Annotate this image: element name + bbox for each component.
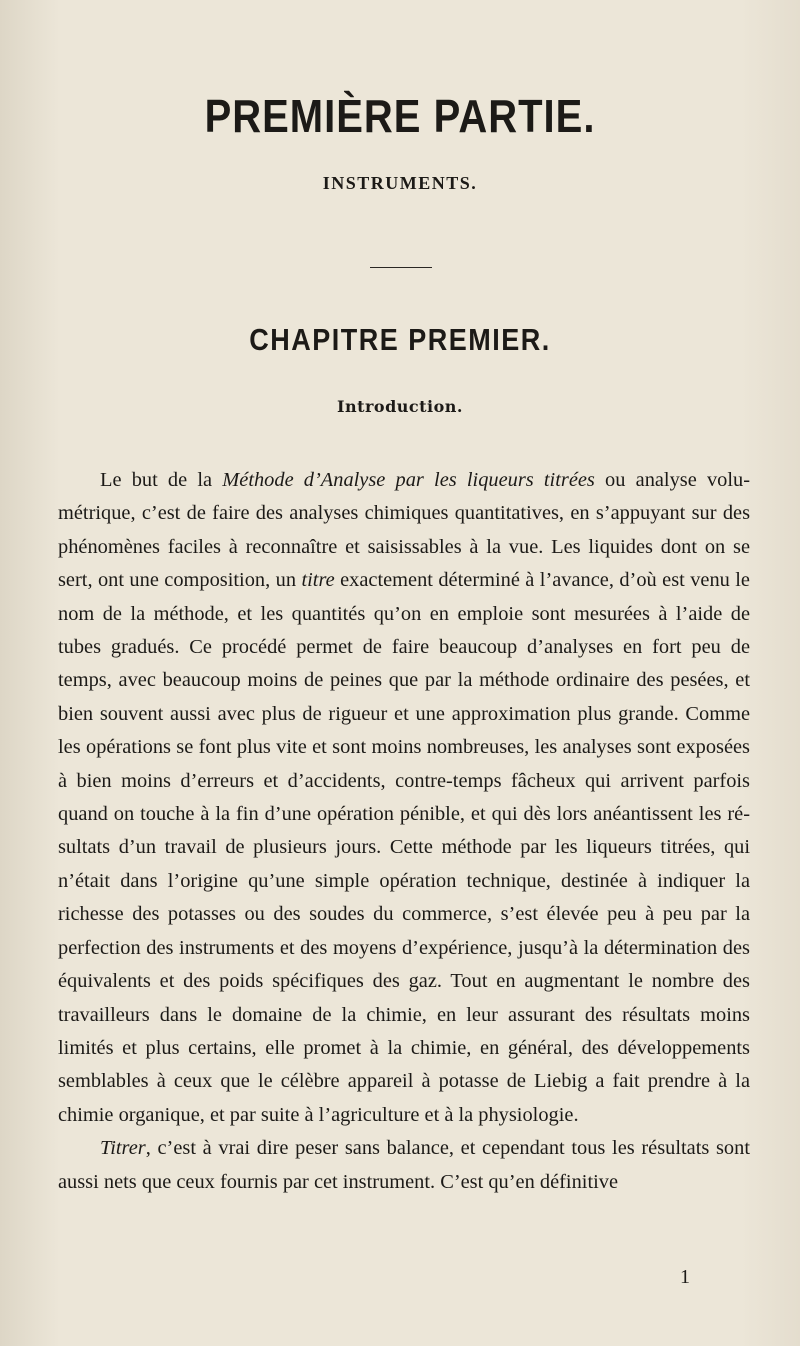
section-title: INSTRUMENTS.: [322, 173, 478, 193]
paragraph-1-book-title: Méthode d’Analyse par les liqueurs titrées: [222, 469, 595, 491]
paragraph-1: [58, 464, 750, 1132]
paragraph-2-term-titrer: Titrer: [100, 1137, 146, 1160]
paragraph-2-part-1: , c’est à vrai dire peser sans balance, et cependant tous les résultats sont aussi nets que ceux fournis par cet instrument. C’est qu’en définitive: [58, 1137, 750, 1193]
part-title: PREMIÈRE PARTIE.: [204, 91, 596, 143]
paragraph-1-part-1: Le but de la: [100, 469, 223, 491]
body-text: [58, 464, 750, 1199]
paragraph-1-term-titre: titre: [301, 569, 335, 592]
page-number: 1: [680, 1266, 690, 1288]
paragraph-2: [58, 1132, 750, 1199]
paragraph-1-part-2: ou analyse volumétrique, c’est de faire des analyses chimiques quantitatives, en s’appuyant sur des phénomènes faciles à reconnaître et saisissables à la vue. Les liquides dont on se sert, ont une composition, un: [58, 469, 751, 592]
subheading: Introduction.: [336, 397, 463, 416]
paragraph-1-part-3: exactement déterminé à l’avance, d’où est venu le nom de la méthode, et les quantités qu’on en emploie sont mesurées à l’aide de tubes gradués. Ce procédé permet de faire beaucoup d’analyses en fort peu de temps, avec beaucoup moins de peines que par la méthode ordinaire des pesées, et bien souvent aussi avec plus de rigueur et une approximation plus grande. Comme les opérations se font plus vite et sont moins nombreuses, les analyses sont exposées à bien moins d’erreurs et d’accidents, contre-temps fâcheux qui arrivent parfois quand on touche à la fin d’une opération pénible, et qui dès lors anéantissent les résultats d’un travail de plusieurs jours. Cette méthode par les liqueurs titrées, qui n’était dans l’origine qu’une simple opération technique, destinée à indiquer la richesse des potasses ou des soudes du commerce, s’est élevée peu à peu par la perfection des instruments et des moyens d’expérience, jusqu’à la détermination des équivalents et des poids spécifiques des gaz. Tout en augmentant le nombre des travailleurs dans le domaine de la chimie, en leur assurant des résultats moins limités et plus certains, elle promet à la chimie, en général, des développements semblables à ceux que le célèbre appareil à potasse de Liebig a fait prendre à la chimie organique, et par suite à l’agriculture et à la physiologie.: [58, 569, 750, 1126]
chapter-title: CHAPITRE PREMIER.: [249, 323, 551, 357]
divider-rule: [370, 267, 432, 268]
